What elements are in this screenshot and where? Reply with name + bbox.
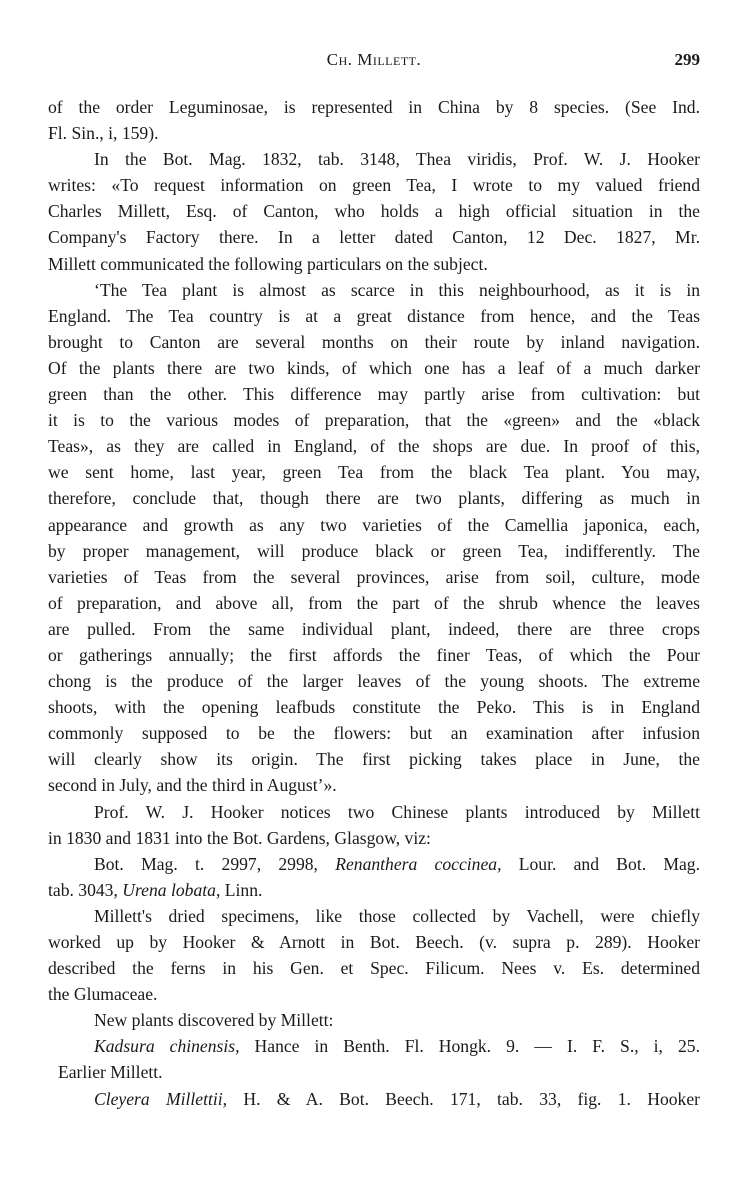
text-segment: writes: «To request information on green Tea, I wrote to my valued friend (48, 175, 700, 196)
text-line (48, 720, 700, 746)
text-line (48, 277, 700, 303)
text-segment: tab. 3043, (48, 879, 123, 900)
text-segment: chong is the produce of the larger leaves of the young shoots. The extreme (48, 671, 700, 692)
text-line (48, 668, 700, 694)
text-segment: will clearly show its origin. The first picking takes place in June, the (48, 749, 700, 770)
text-segment: worked up by Hooker & Arnott in Bot. Beech. (v. supra p. 289). Hooker (48, 932, 700, 952)
text-line (48, 172, 700, 198)
text-segment: In the Bot. Mag. 1832, tab. 3148, Thea viridis, Prof. W. J. Hooker (94, 149, 700, 170)
text-line (48, 146, 700, 172)
text-segment: commonly supposed to be the flowers: but an examination after infusion (48, 723, 700, 744)
italic-text: Cleyera Millettii, (94, 1088, 228, 1109)
text-line (48, 198, 700, 224)
text-segment: by proper management, will produce black or green Tea, indifferently. The (48, 540, 700, 561)
text-segment: green than the other. This difference may partly arise from cultivation: but (48, 384, 700, 405)
text-segment: Bot. Mag. t. 2997, 2998, (94, 853, 336, 874)
text-segment: varieties of Teas from the several provinces, arise from soil, culture, mode (48, 566, 700, 587)
text-segment: or gatherings annually; the first affords the finer Teas, of which the Pour (48, 644, 700, 665)
text-line (48, 616, 700, 642)
text-segment: appearance and growth as any two varieties of the Camellia japonica, each, (48, 514, 700, 535)
text-line (48, 825, 700, 851)
text-segment: Hance in Benth. Fl. Hongk. 9. — I. F. S., i, 25. (239, 1036, 700, 1057)
text-segment: in 1830 and 1831 into the Bot. Gardens, Glasgow, viz: (48, 827, 431, 848)
text-line (48, 381, 700, 407)
text-segment: Of the plants there are two kinds, of which one has a leaf of a much darker (48, 357, 700, 378)
text-segment: second in July, and the third in August’». (48, 775, 337, 796)
text-segment: Prof. W. J. Hooker notices two Chinese plants introduced by Millett (94, 801, 700, 822)
text-line (48, 903, 700, 929)
text-segment: Earlier Millett. (58, 1062, 163, 1083)
text-segment: of preparation, and above all, from the part of the shrub whence the leaves (48, 592, 700, 613)
page-header (48, 50, 700, 74)
text-segment: Teas», as they are called in England, of the shops are due. In proof of this, (48, 436, 700, 457)
text-line (48, 355, 700, 381)
text-segment: Lour. and Bot. Mag. (501, 853, 701, 874)
text-segment: we sent home, last year, green Tea from the black Tea plant. You may, (48, 462, 700, 483)
text-line (48, 303, 700, 329)
text-line (48, 1086, 700, 1112)
text-segment: are pulled. From the same individual plant, indeed, there are three crops (48, 618, 700, 639)
text-segment: Fl. Sin., i, 159). (48, 123, 159, 144)
text-line (48, 851, 700, 877)
page-number: 299 (674, 50, 700, 69)
italic-text: Renanthera coccinea, (335, 853, 502, 874)
text-line (48, 981, 700, 1007)
text-segment: England. The Tea country is at a great distance from hence, and the Teas (48, 305, 700, 326)
text-segment: Linn. (220, 879, 263, 900)
text-line (48, 329, 700, 355)
text-line (48, 251, 700, 277)
text-line (48, 485, 700, 511)
text-line (48, 772, 700, 798)
text-line (48, 538, 700, 564)
text-line (48, 512, 700, 538)
running-title: Ch. Millett. (326, 50, 422, 69)
text-line (48, 407, 700, 433)
text-segment: described the ferns in his Gen. et Spec. Filicum. Nees v. Es. determined (48, 958, 700, 979)
text-segment: it is to the various modes of preparation, that the «green» and the «black (48, 410, 700, 431)
text-line (48, 929, 700, 955)
text-line (48, 1033, 700, 1059)
text-segment: Company's Factory there. In a letter dated Canton, 12 Dec. 1827, Mr. (48, 227, 700, 248)
text-line (48, 1007, 700, 1033)
text-segment: the Glumaceae. (48, 984, 158, 1005)
text-line (48, 94, 700, 120)
italic-text: Kadsura chinensis, (94, 1036, 240, 1057)
text-line (48, 590, 700, 616)
text-segment: of the order Leguminosae, is represented in China by 8 species. (See Ind. (48, 97, 700, 117)
text-line (48, 120, 700, 146)
text-line (48, 694, 700, 720)
text-line (48, 564, 700, 590)
text-line (48, 877, 700, 903)
text-segment: New plants discovered by Millett: (94, 1010, 334, 1031)
text-segment: Millett's dried specimens, like those collected by Vachell, were chiefly (94, 905, 700, 926)
text-line (48, 433, 700, 459)
text-segment: brought to Canton are several months on their route by inland navigation. (48, 331, 700, 352)
text-segment: Millett communicated the following particulars on the subject. (48, 253, 488, 274)
text-line (48, 1059, 700, 1085)
text-segment: shoots, with the opening leafbuds constitute the Peko. This is in England (48, 697, 700, 718)
text-segment: ‘The Tea plant is almost as scarce in this neighbourhood, as it is in (94, 279, 700, 300)
text-segment: Charles Millett, Esq. of Canton, who holds a high official situation in the (48, 201, 700, 222)
text-line (48, 224, 700, 250)
text-segment: H. & A. Bot. Beech. 171, tab. 33, fig. 1. Hooker (227, 1088, 701, 1109)
text-line (48, 799, 700, 825)
body-text (48, 94, 700, 1112)
text-line (48, 955, 700, 981)
italic-text: Urena lobata, (122, 879, 221, 900)
text-line (48, 642, 700, 668)
text-segment: therefore, conclude that, though there are two plants, differing as much in (48, 488, 700, 509)
text-line (48, 459, 700, 485)
text-line (48, 746, 700, 772)
